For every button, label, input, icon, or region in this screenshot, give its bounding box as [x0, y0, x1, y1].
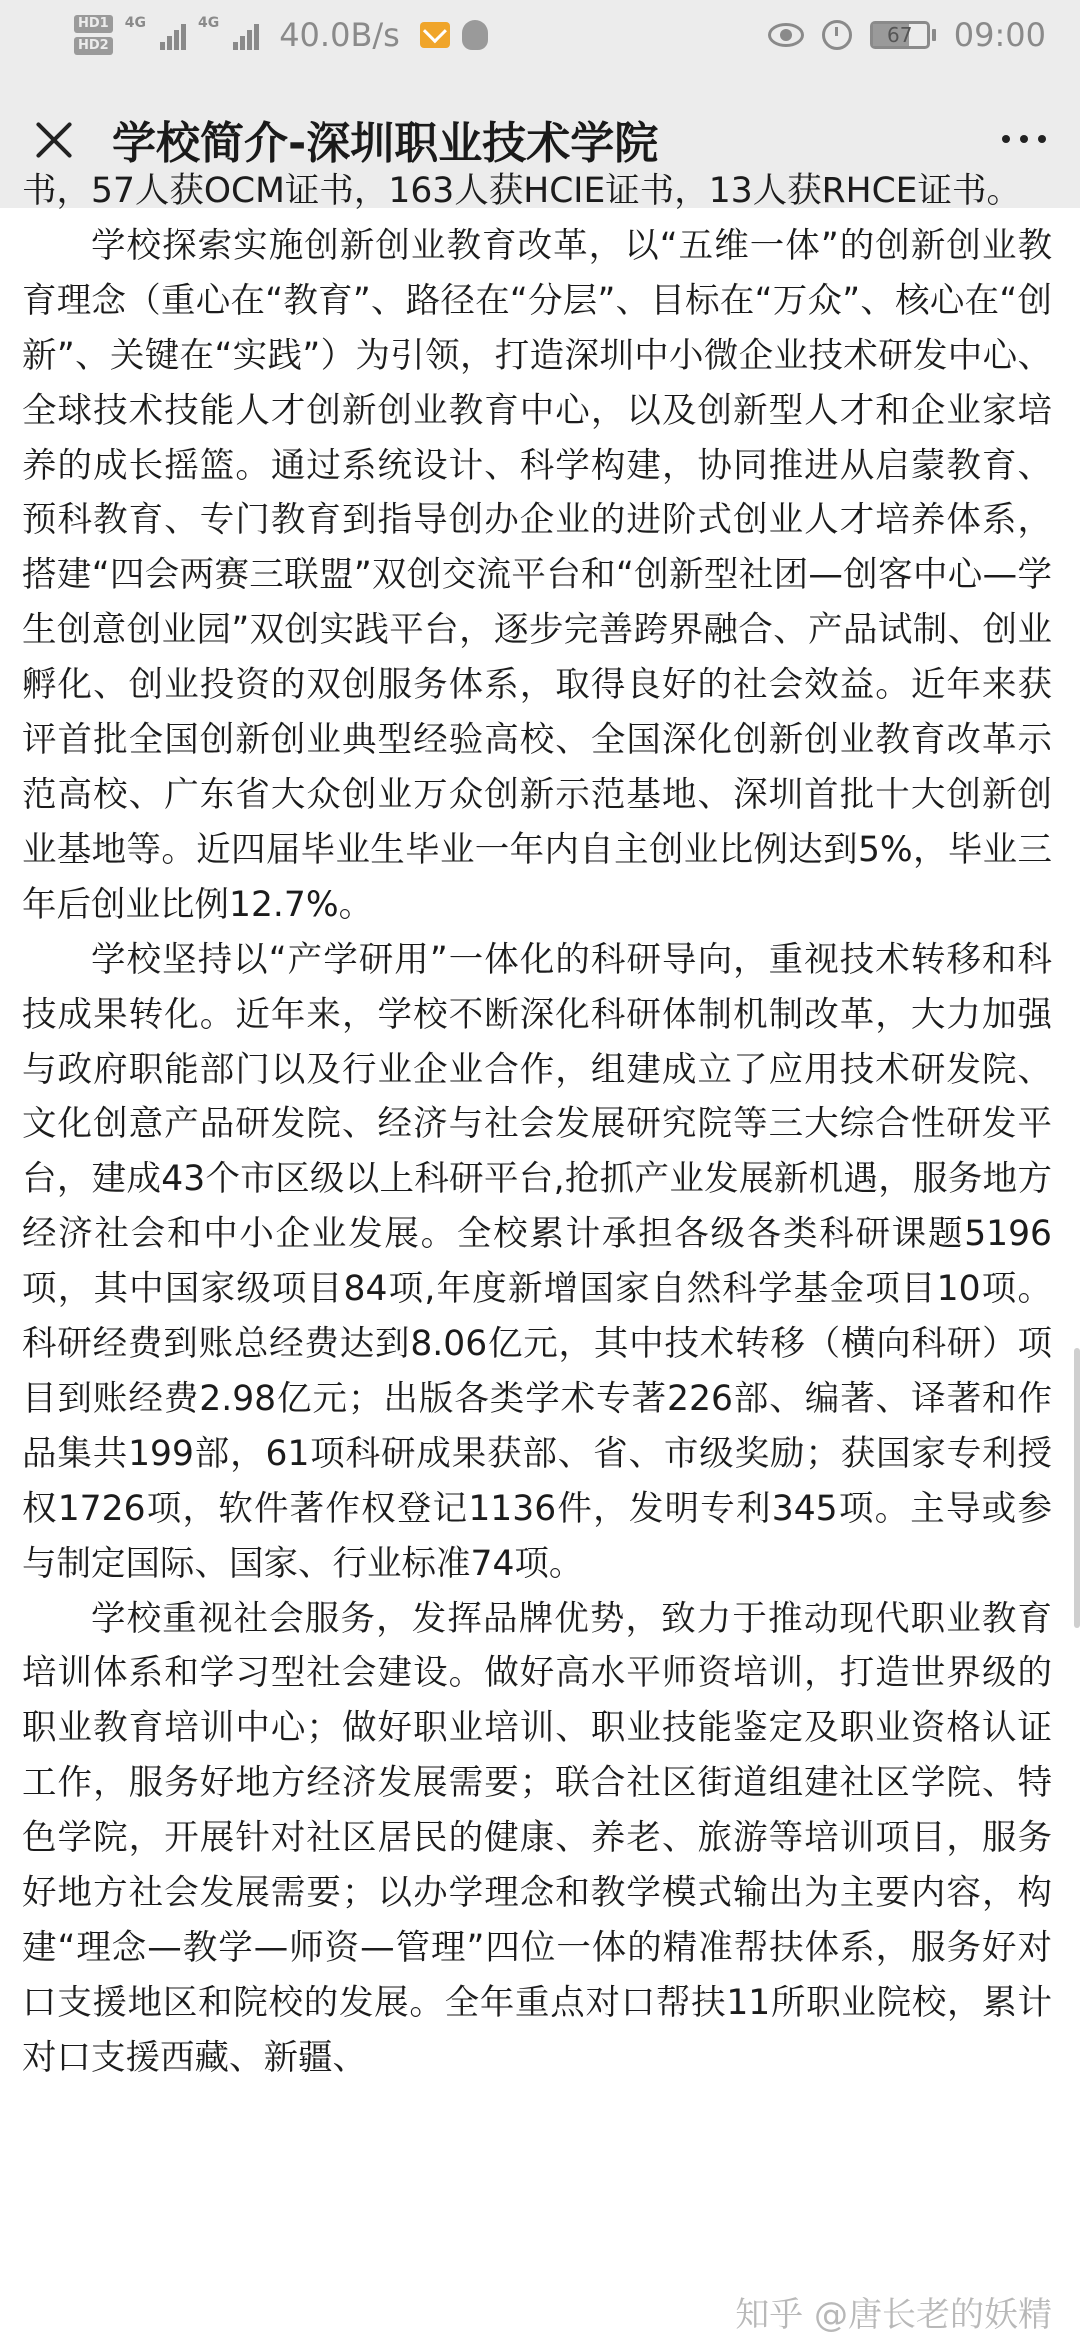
- scrollbar[interactable]: [1074, 1348, 1080, 1628]
- hd1-badge: HD1: [74, 15, 113, 33]
- network-type-2: 4G: [197, 15, 220, 31]
- watermark: 知乎 @唐长老的妖精: [735, 2295, 1052, 2335]
- battery-icon: [870, 21, 936, 49]
- page-title: 学校简介-深圳职业技术学院: [112, 118, 659, 169]
- network-type-1: 4G: [124, 15, 146, 31]
- paragraph-3: 学校坚持以“产学研用”一体化的科研导向，重视技术转移和科技成果转化。近年来，学校不断深化科研体制机制改革，大力加强与政府职能部门以及行业企业合作，组建成立了应用技术研发院、文化创意产品研发院、经济与社会发展研究院等三大综合性研发平台，建成43个市区级以上科研平台,抢抓产业发展新机遇，服务地方经济社会和中小企业发展。全校累计承担各级各类科研课题5196项，其中国家级项目84项,年度新增国家自然科学基金项目10项。科研经费到账总经费达到8.06亿元，其中技术转移（横向科研）项目到账经费2.98亿元；出版各类学术专著226部、编著、译著和作品集共199部，61项科研成果获部、省、市级奖励；获国家专利授权1726项，软件著作权登记1136件，发明专利345项。主导或参与制定国际、国家、行业标准74项。: [22, 939, 1052, 1584]
- mail-icon: [420, 22, 450, 48]
- hd-icon: [74, 15, 113, 55]
- status-bar: [0, 0, 1080, 70]
- more-options-icon[interactable]: [1002, 135, 1046, 143]
- status-left: [74, 15, 488, 55]
- close-icon[interactable]: [30, 114, 80, 164]
- article-content[interactable]: [0, 171, 1080, 2340]
- paragraph-1: 书，57人获OCM证书，163人获HCIE证书，13人获RHCE证书。: [22, 171, 1021, 211]
- clock: 09:00: [953, 16, 1046, 54]
- article-body: [22, 164, 1052, 2086]
- eye-comfort-icon: [768, 23, 804, 47]
- qq-icon: [462, 20, 488, 50]
- battery-level: 67: [887, 23, 913, 47]
- paragraph-4: 学校重视社会服务，发挥品牌优势，致力于推动现代职业教育培训体系和学习型社会建设。做好高水平师资培训，打造世界级的职业教育培训中心；做好职业培训、职业技能鉴定及职业资格认证工作，服务好地方经济发展需要；联合社区街道组建社区学院、特色学院，开展针对社区居民的健康、养老、旅游等培训项目，服务好地方社会发展需要；以办学理念和教学模式输出为主要内容，构建“理念—教学—师资—管理”四位一体的精准帮扶体系，服务好对口支援地区和院校的发展。全年重点对口帮扶11所职业院校，累计对口支援西藏、新疆、: [22, 1598, 1052, 2078]
- signal-icon-2: [233, 20, 259, 50]
- status-right: [768, 16, 1046, 54]
- paragraph-2: 学校探索实施创新创业教育改革，以“五维一体”的创新创业教育理念（重心在“教育”、路径在“分层”、目标在“万众”、核心在“创新”、关键在“实践”）为引领，打造深圳中小微企业技术研发中心、全球技术技能人才创新创业教育中心，以及创新型人才和企业家培养的成长摇篮。通过系统设计、科学构建，协同推进从启蒙教育、预科教育、专门教育到指导创办企业的进阶式创业人才培养体系，搭建“四会两赛三联盟”双创交流平台和“创新型社团—创客中心—学生创意创业园”双创实践平台，逐步完善跨界融合、产品试制、创业孵化、创业投资的双创服务体系，取得良好的社会效益。近年来获评首批全国创新创业典型经验高校、全国深化创新创业教育改革示范高校、广东省大众创业万众创新示范基地、深圳首批十大创新创业基地等。近四届毕业生毕业一年内自主创业比例达到5%，毕业三年后创业比例12.7%。: [22, 225, 1052, 925]
- hd2-badge: HD2: [74, 37, 113, 55]
- signal-icon-1: [160, 20, 186, 50]
- alarm-icon: [822, 20, 852, 50]
- network-speed: 40.0B/s: [279, 16, 400, 54]
